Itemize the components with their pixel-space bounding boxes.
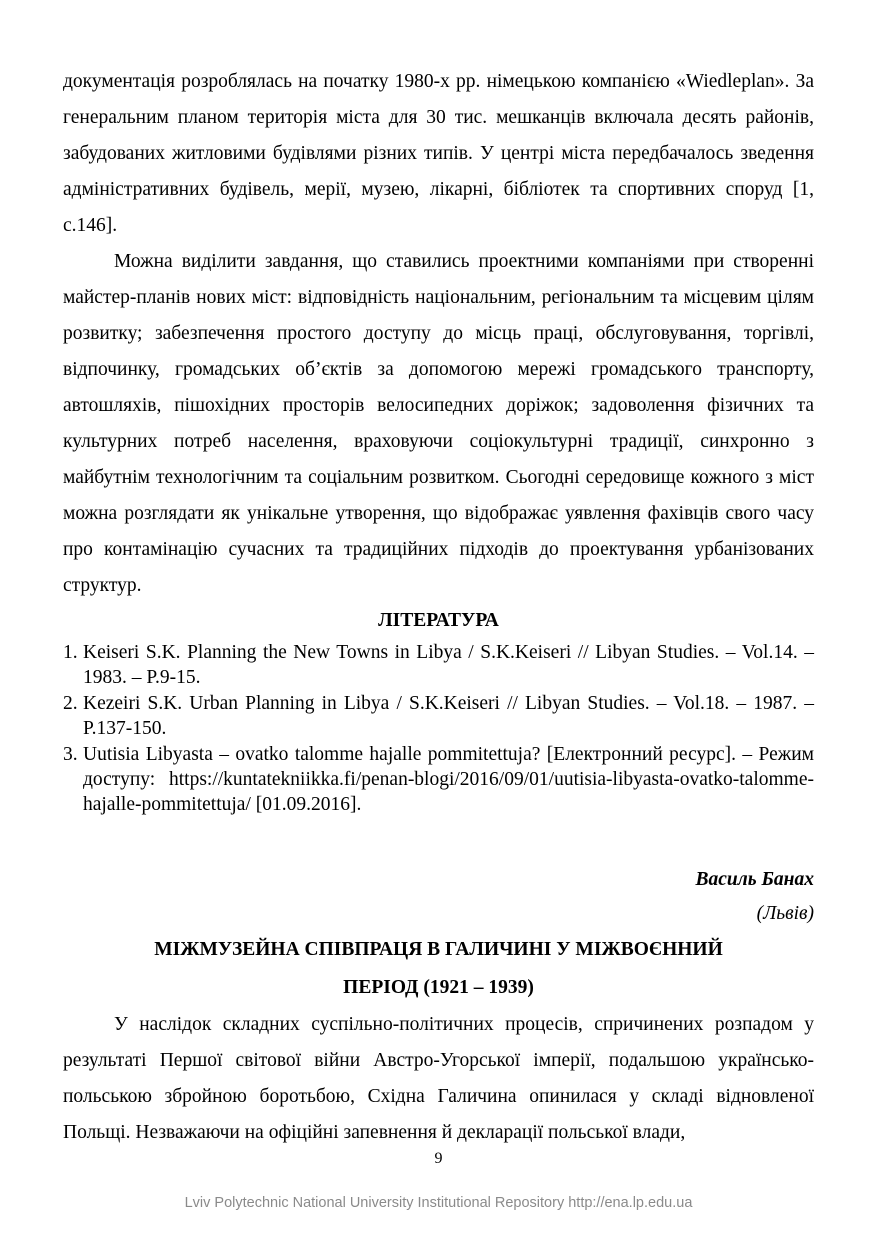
- page-number: 9: [434, 1150, 443, 1167]
- reference-number: 2.: [63, 693, 78, 714]
- body-paragraph-2: Можна виділити завдання, що ставились проектними компаніями при створенні майстер-планів нових міст: відповідність національним, регіональним та місцевим цілям розвитку; забезпечення простого доступу до місць праці, обслуговування, торгівлі, відпочинку, громадських об’єктів за допомогою мережі громадського транспорту, автошляхів, пішохідних просторів велосипедних доріжок; задоволення фізичних та культурних потреб населення, враховуючи соціокультурні традиції, синхронно з майбутнім технологічним та соціальним розвитком. Сьогодні середовище кожного з міст можна розглядати як унікальне утворення, що відображає уявлення фахівців свого часу про контамінацію сучасних та традиційних підходів до проектування урбанізованих структур.: [63, 251, 814, 596]
- article-title-line-1: МІЖМУЗЕЙНА СПІВПРАЦЯ В ГАЛИЧИНІ У МІЖВОЄННИЙ: [154, 939, 723, 960]
- reference-text: Kezeiri S.K. Urban Planning in Libya / S.K.Keiseri // Libyan Studies. – Vol.18. – 1987. – P.137-150.: [83, 693, 814, 739]
- reference-text: Uutisia Libyasta – ovatko talomme hajalle pommitettuja? [Електронний ресурс]. – Режим доступу: https://kuntatekniikka.fi/penan-blogi/2016/09/01/uutisia-libyasta-ovatko-talomme-hajalle-pommitettuja/ [01.09.2016].: [83, 744, 814, 815]
- repository-footer: Lviv Polytechnic National University Institutional Repository http://ena.lp.edu.ua: [184, 1195, 693, 1211]
- author-name: Василь Банах: [695, 869, 814, 890]
- reference-item: [63, 640, 814, 690]
- reference-item: [63, 742, 814, 817]
- references-heading: ЛІТЕРАТУРА: [378, 610, 499, 631]
- page-content: [63, 64, 814, 1151]
- reference-text: Keiseri S.K. Planning the New Towns in Libya / S.K.Keiseri // Libyan Studies. – Vol.14. – 1983. – P.9-15.: [83, 642, 814, 688]
- body-paragraph-1: документація розроблялась на початку 1980-х рр. німецькою компанією «Wiedleplan». За генеральним планом територія міста для 30 тис. мешканців включала десять районів, забудованих житловими будівлями різних типів. У центрі міста передбачалось зведення адміністративних будівель, мерії, музею, лікарні, бібліотек та спортивних споруд [1, с.146].: [63, 71, 814, 236]
- article-title-line-2: ПЕРІОД (1921 – 1939): [343, 977, 534, 998]
- article-paragraph-1: У наслідок складних суспільно-політичних процесів, спричинених розпадом у результаті Першої світової війни Австро-Угорської імперії, подальшою українсько-польською збройною боротьбою, Східна Галичина опинилася у складі відновленої Польщі. Незважаючи на офіційні запевнення й декларації польської влади,: [63, 1014, 814, 1143]
- article-title: [63, 931, 814, 1007]
- reference-number: 1.: [63, 642, 78, 663]
- author-city: (Львів): [756, 903, 814, 924]
- references-list: [63, 640, 814, 817]
- reference-item: [63, 691, 814, 741]
- reference-number: 3.: [63, 744, 78, 765]
